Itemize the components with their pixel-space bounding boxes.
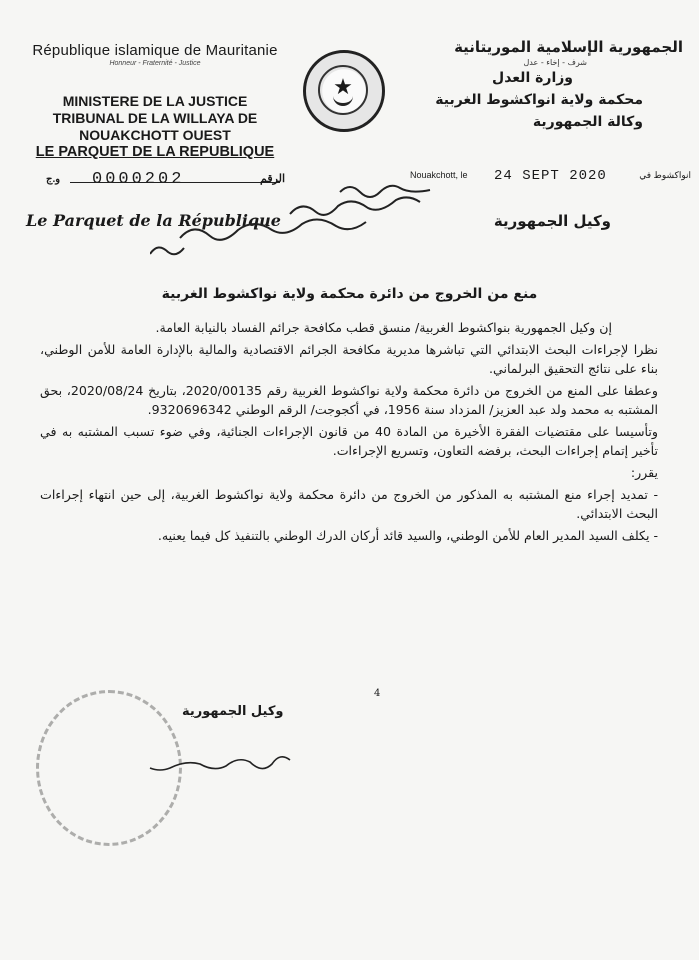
reference-number: 0000202 [92,170,185,189]
decides-label: يقرر: [630,465,658,480]
national-seal-icon [303,50,385,132]
parquet-fr: LE PARQUET DE LA REPUBLIQUE [35,144,275,160]
french-letterhead [10,42,300,161]
star-icon: ★ [333,75,353,100]
paragraph-intro: إن وكيل الجمهورية بنواكشوط الغربية/ منسق قطب مكافحة جرائم الفساد بالنيابة العامة. [155,320,612,335]
seal-inner-ring [318,65,368,115]
date-stamp: 24 SEPT 2020 [494,168,607,184]
reference-underline [70,182,280,183]
motto-ar: شرف - إخاء - عدل [523,58,587,67]
prosecution-ar: وكالة الجمهورية [532,114,643,130]
paragraph-reference: وعطفا على المنع من الخروج من دائرة محكمة ولاية نواكشوط الغربية رقم 2020/00135، بتاريخ 2020/08/24، بحق المشتبه به محمد ولد عبد العزيز/ المزداد سنة 1956، في أكجوجت/ الرقم الوطني 9320696342. [40,383,658,417]
city-fr: NOUAKCHOTT OUEST [79,127,231,143]
office-title-ar: وكيل الجمهورية [493,212,611,230]
signatory-title: وكيل الجمهورية [182,704,284,719]
arabic-letterhead [383,38,683,133]
reference-label: الرقم [260,173,286,185]
crescent-icon [333,91,353,106]
ministry-fr: MINISTERE DE LA JUSTICE [62,93,248,109]
document-title: منع من الخروج من دائرة محكمة ولاية نواكشوط الغربية [161,286,538,302]
motto-fr: Honneur - Fraternité - Justice [109,60,201,67]
office-title-fr: Le Parquet de la République [26,211,281,230]
place-label: Nouakchott, le [410,170,468,180]
court-ar: محكمة ولاية انواكشوط الغربية [435,92,643,108]
decision-item-1: - تمديد إجراء منع المشتبه به المذكور من الخروج من دائرة محكمة ولاية نواكشوط الغربية، إلى حين انتهاء إجراءات البحث الابتدائي. [40,487,658,521]
document-body [40,318,658,548]
decision-item-2: - يكلف السيد المدير العام للأمن الوطني، والسيد قائد أركان الدرك الوطني بالتنفيذ كل فيما يعنيه. [157,528,658,543]
paragraph-considering: نظرا لإجراءات البحث الابتدائي التي تباشرها مديرية مكافحة الجرائم الاقتصادية والمالية بالإدارة العامة للأمن الوطني، بناء على نتائج التحقيق البرلماني. [40,342,658,376]
ministry-ar: وزارة العدل [492,70,573,86]
republic-name-ar: الجمهورية الإسلامية الموريتانية [454,38,683,56]
page-mark: 4 [374,688,381,699]
office-row [0,208,699,238]
republic-name-fr: République islamique de Mauritanie [32,42,278,59]
date-label-ar: انواكشوط في [639,170,691,180]
reference-prefix: و.ج [46,174,61,185]
paragraph-basis: وتأسيسا على مقتضيات الفقرة الأخيرة من المادة 40 من قانون الإجراءات الجنائية، وفي ضوء تسبب المشتبه به في تأخير إتمام إجراءات البحث، برفضه التعاون، وتسريع الإجراءات. [40,424,658,458]
tribunal-fr: TRIBUNAL DE LA WILLAYA DE [52,110,258,126]
reference-row [0,168,699,198]
signature-mark [130,740,300,790]
